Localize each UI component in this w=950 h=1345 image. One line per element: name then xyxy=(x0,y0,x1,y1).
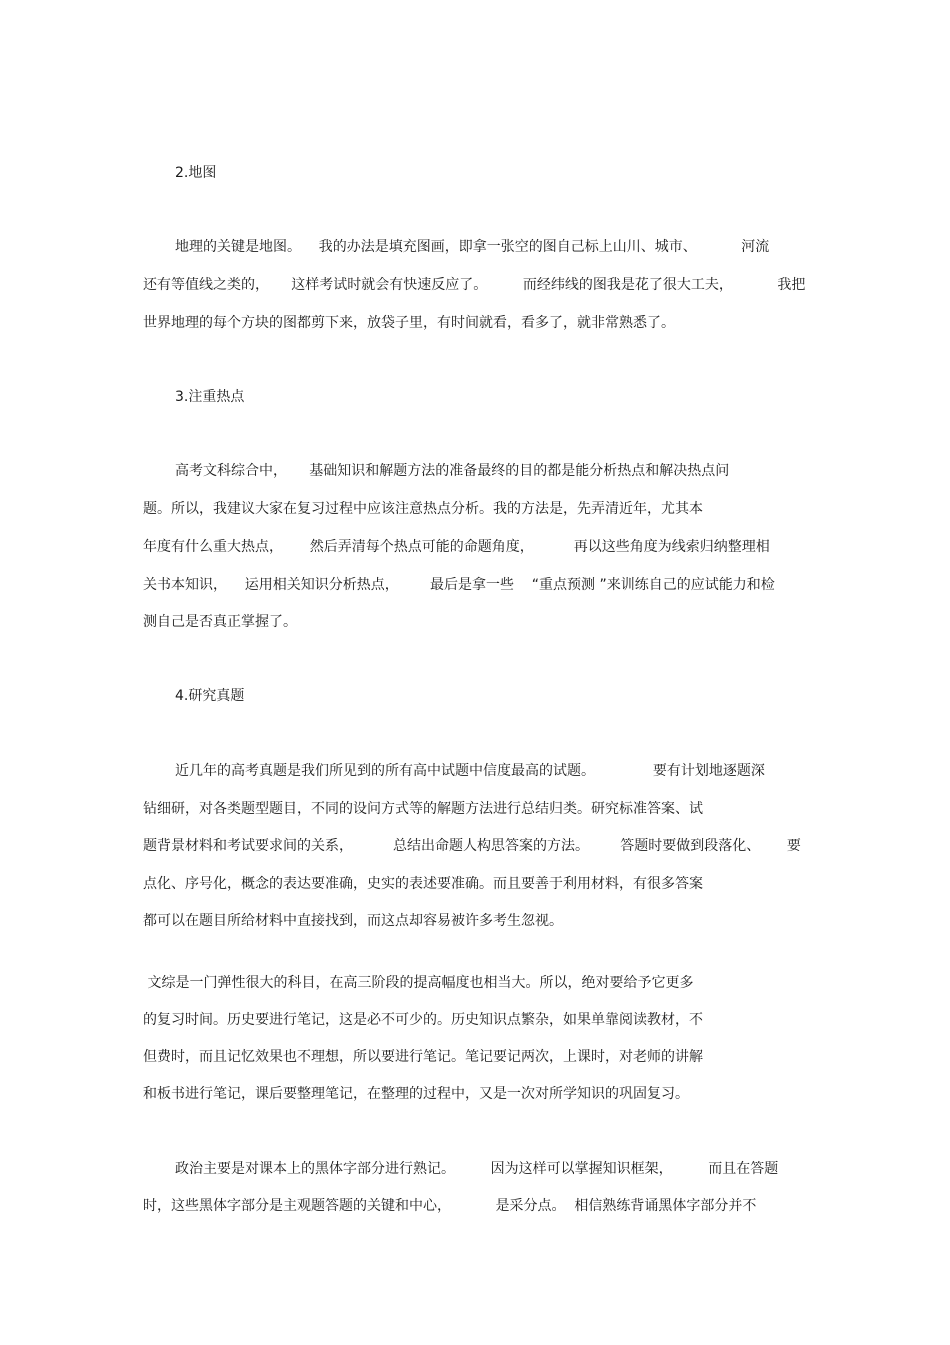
paragraph-line: 但费时，而且记忆效果也不理想，所以要进行笔记。笔记要记两次，上课时，对老师的讲解 xyxy=(143,1049,703,1065)
section-heading-hotspots: 3.注重热点 xyxy=(175,389,245,405)
paragraph-line: 政治主要是对课本上的黑体字部分进行熟记。 因为这样可以掌握知识框架， 而且在答题 xyxy=(175,1161,779,1177)
paragraph-line: 关书本知识， 运用相关知识分析热点， 最后是拿一些 “重点预测 ”来训练自己的应试能力和检 xyxy=(143,577,775,593)
paragraph-line: 地理的关键是地图。 我的办法是填充图画，即拿一张空的图自己标上山川、城市、 河流 xyxy=(175,239,770,255)
paragraph-line: 题。所以，我建议大家在复习过程中应该注意热点分析。我的方法是，先弄清近年，尤其本 xyxy=(143,501,703,517)
paragraph-line: 测自己是否真正掌握了。 xyxy=(143,614,297,630)
paragraph-line: 和板书进行笔记，课后要整理笔记，在整理的过程中，又是一次对所学知识的巩固复习。 xyxy=(143,1086,689,1102)
paragraph-line: 钻细研，对各类题型题目，不同的设问方式等的解题方法进行总结归类。研究标准答案、试 xyxy=(143,801,703,817)
section-heading-map: 2.地图 xyxy=(175,165,217,181)
paragraph-line: 文综是一门弹性很大的科目，在高三阶段的提高幅度也相当大。所以，绝对要给予它更多 xyxy=(143,975,694,991)
paragraph-line: 世界地理的每个方块的图都剪下来，放袋子里，有时间就看，看多了，就非常熟悉了。 xyxy=(143,315,675,331)
paragraph-line: 还有等值线之类的， 这样考试时就会有快速反应了。 而经纬线的图我是花了很大工夫， 我把 xyxy=(143,277,806,293)
paragraph-line: 高考文科综合中， 基础知识和解题方法的准备最终的目的都是能分析热点和解决热点问 xyxy=(175,463,730,479)
paragraph-line: 的复习时间。历史要进行笔记，这是必不可少的。历史知识点繁杂，如果单靠阅读教材，不 xyxy=(143,1012,703,1028)
section-heading-exams: 4.研究真题 xyxy=(175,688,245,704)
paragraph-line: 时，这些黑体字部分是主观题答题的关键和中心， 是采分点。 相信熟练背诵黑体字部分并不 xyxy=(143,1198,757,1214)
paragraph-line: 都可以在题目所给材料中直接找到，而这点却容易被许多考生忽视。 xyxy=(143,913,563,929)
paragraph-line: 近几年的高考真题是我们所见到的所有高中试题中信度最高的试题。 要有计划地逐题深 xyxy=(175,763,765,779)
paragraph-line: 年度有什么重大热点， 然后弄清每个热点可能的命题角度， 再以这些角度为线索归纳整理相 xyxy=(143,539,770,555)
paragraph-line: 点化、序号化，概念的表达要准确，史实的表述要准确。而且要善于利用材料，有很多答案 xyxy=(143,876,703,892)
paragraph-line: 题背景材料和考试要求间的关系， 总结出命题人构思答案的方法。 答题时要做到段落化、 要 xyxy=(143,838,801,854)
